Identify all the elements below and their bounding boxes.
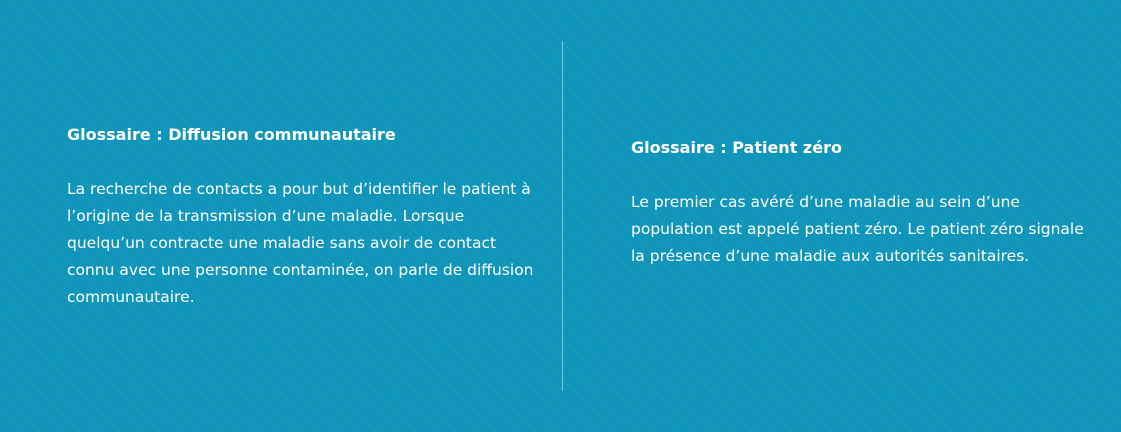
glossary-title-community-spread: Glossaire : Diffusion communautaire [67, 125, 396, 144]
glossary-panel-patient-zero [631, 137, 1091, 270]
vertical-divider [562, 41, 563, 391]
glossary-panel-community-spread [67, 124, 537, 311]
glossary-text-patient-zero: Le premier cas avéré d’une maladie au sein d’une population est appelé patient zéro. Le patient zéro signale la présence d’une maladie aux autorités sanitaires. [631, 193, 1084, 265]
glossary-text-community-spread: La recherche de contacts a pour but d’identifier le patient à l’origine de la transmission d’une maladie. Lorsque quelqu’un contracte une maladie sans avoir de contact connu avec une personne contaminée, on parle de diffusion communautaire. [67, 180, 534, 306]
glossary-title-patient-zero: Glossaire : Patient zéro [631, 138, 842, 157]
